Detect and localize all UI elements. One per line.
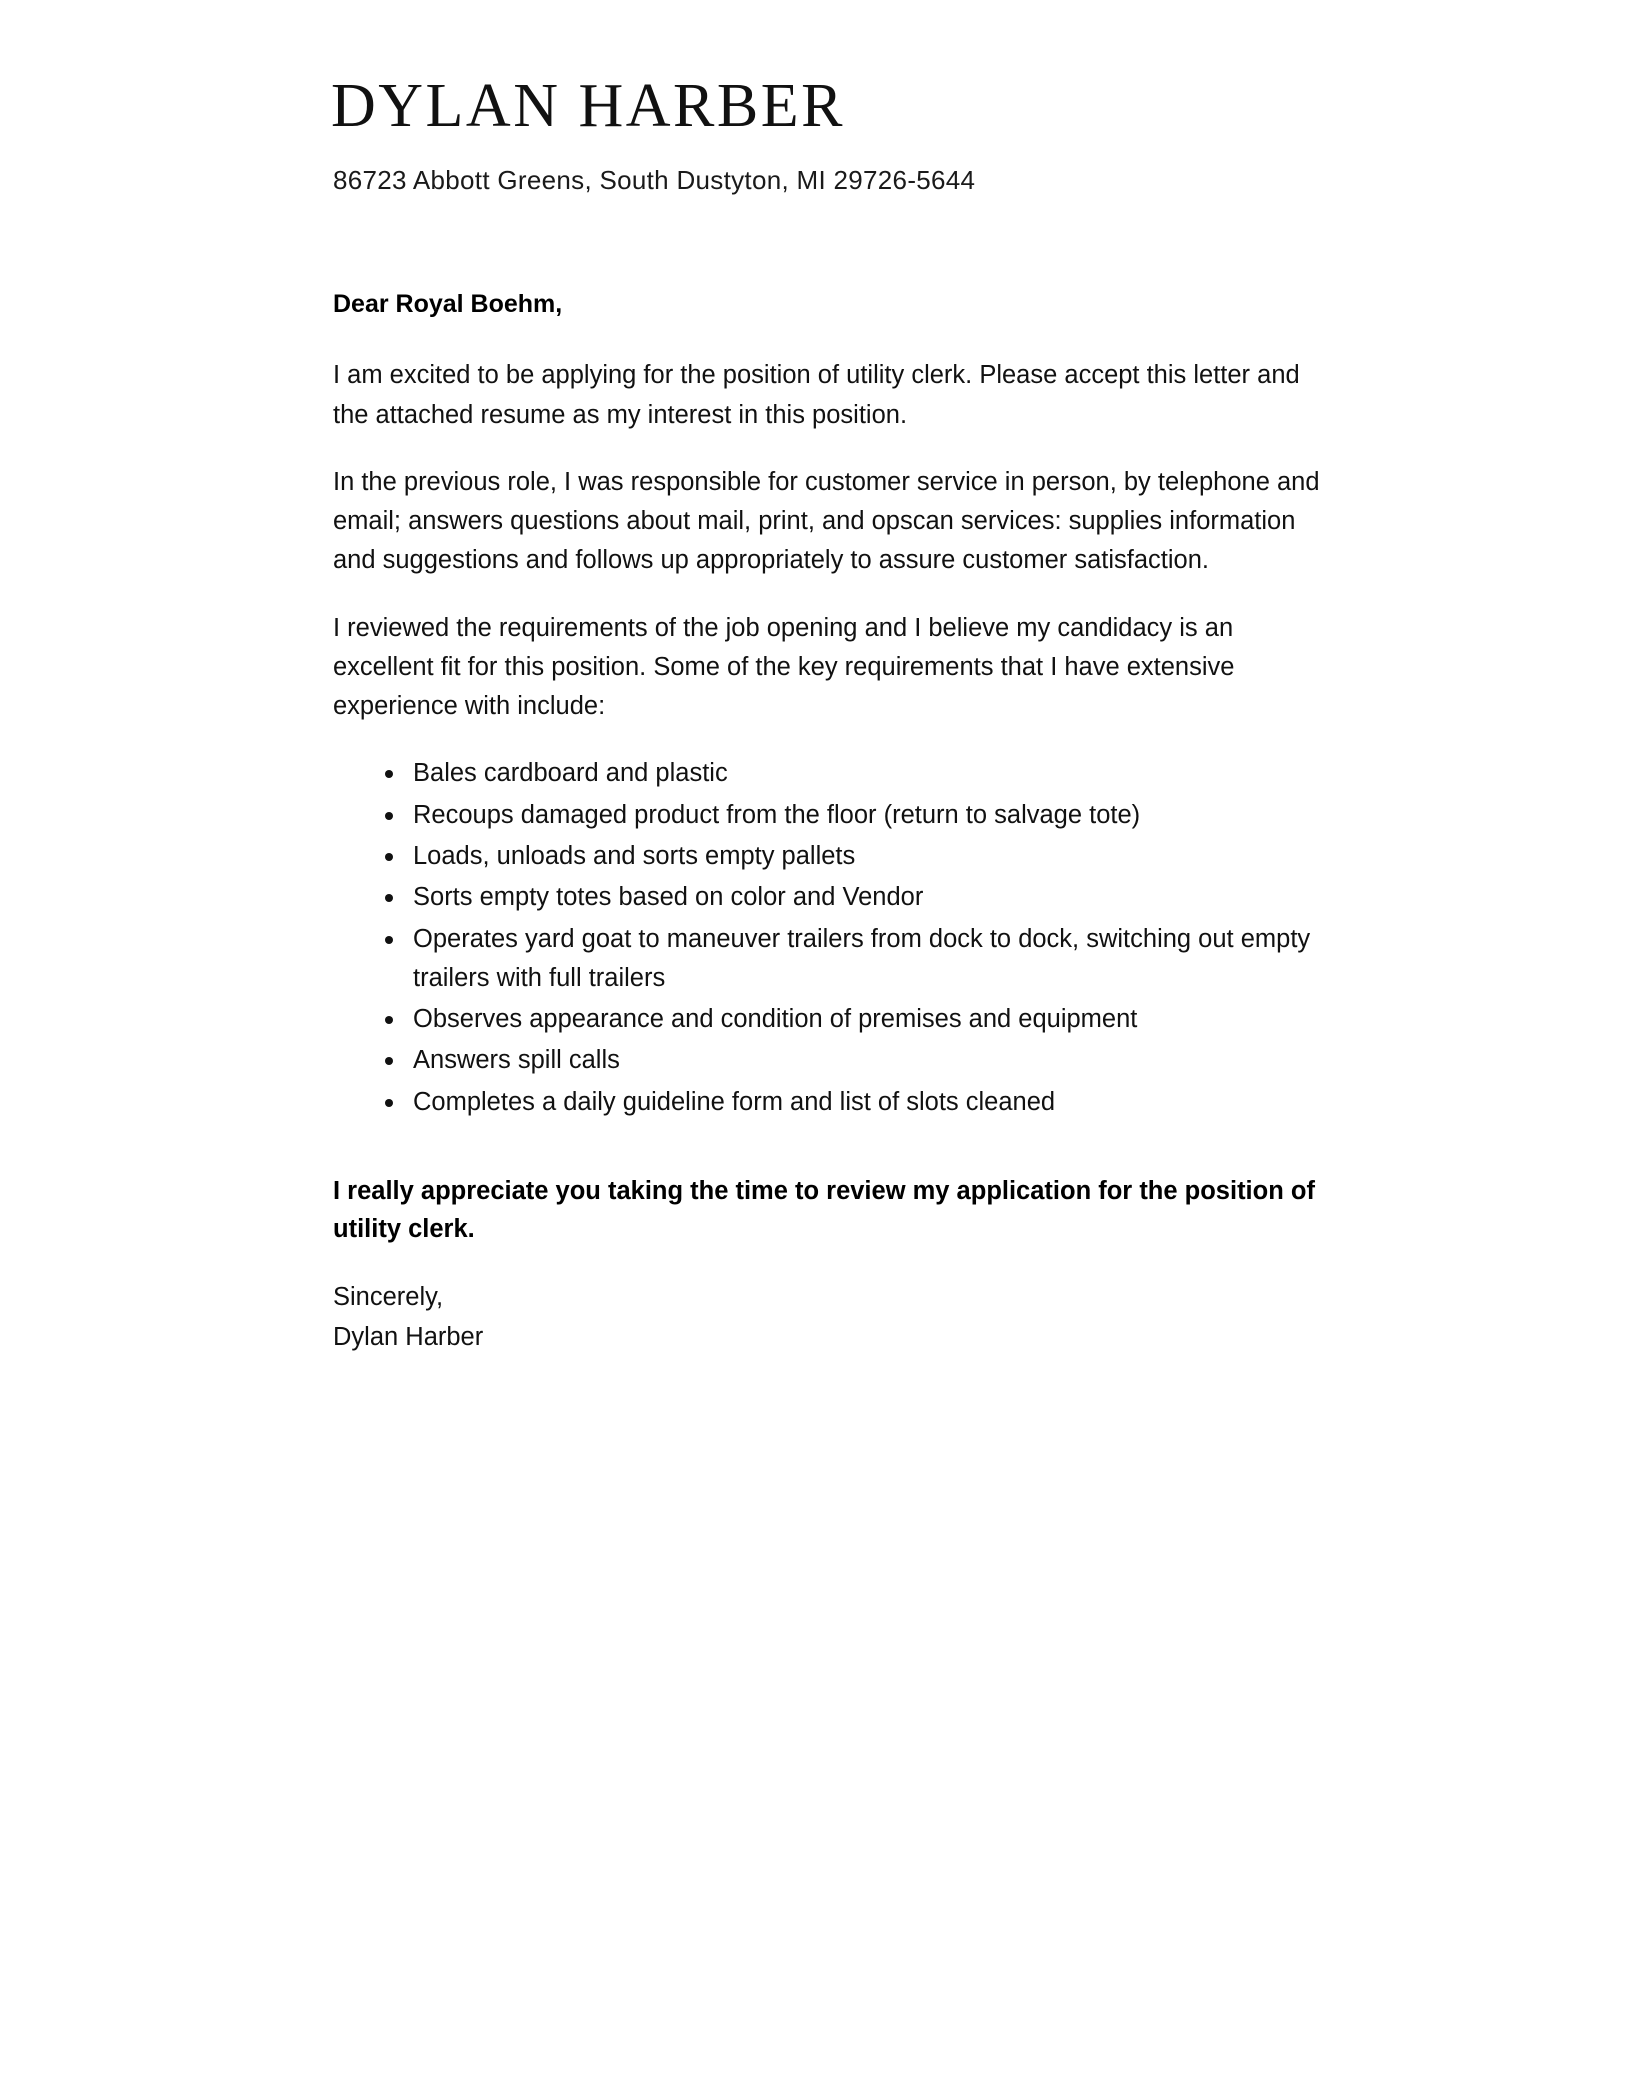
list-item: Observes appearance and condition of premises and equipment xyxy=(379,1000,1331,1039)
list-item: Bales cardboard and plastic xyxy=(379,754,1331,793)
cover-letter-body xyxy=(301,64,1331,1357)
signature-block xyxy=(333,1278,1331,1357)
list-item: Operates yard goat to maneuver trailers from dock to dock, switching out empty trailers with full trailers xyxy=(379,920,1331,999)
page-title: DYLAN HARBER xyxy=(331,72,845,140)
requirements-list xyxy=(331,754,1331,1121)
list-item: Answers spill calls xyxy=(379,1041,1331,1080)
salutation: Dear Royal Boehm, xyxy=(333,290,563,319)
paragraph-intro: I am excited to be applying for the position of utility clerk. Please accept this letter and the attached resume as my interest in this position. xyxy=(333,361,1300,429)
list-item: Completes a daily guideline form and list of slots cleaned xyxy=(379,1083,1331,1122)
list-item: Recoups damaged product from the floor (return to salvage tote) xyxy=(379,796,1331,835)
list-item: Sorts empty totes based on color and Vendor xyxy=(379,878,1331,917)
signature-name: Dylan Harber xyxy=(333,1322,484,1351)
list-item: Loads, unloads and sorts empty pallets xyxy=(379,837,1331,876)
paragraph-requirements-intro: I reviewed the requirements of the job opening and I believe my candidacy is an excellent fit for this position. Some of the key requirements that I have extensive experience with include: xyxy=(333,613,1235,721)
letter-content xyxy=(331,286,1331,1357)
signoff-label: Sincerely, xyxy=(333,1283,444,1312)
closing-statement: I really appreciate you taking the time to review my application for the position of utility clerk. xyxy=(333,1176,1315,1244)
paragraph-experience: In the previous role, I was responsible for customer service in person, by telephone and email; answers questions about mail, print, and opscan services: supplies information and suggestions and follows up appropriately to assure customer satisfaction. xyxy=(333,467,1320,575)
contact-address: 86723 Abbott Greens, South Dustyton, MI 29726-5644 xyxy=(333,165,976,196)
